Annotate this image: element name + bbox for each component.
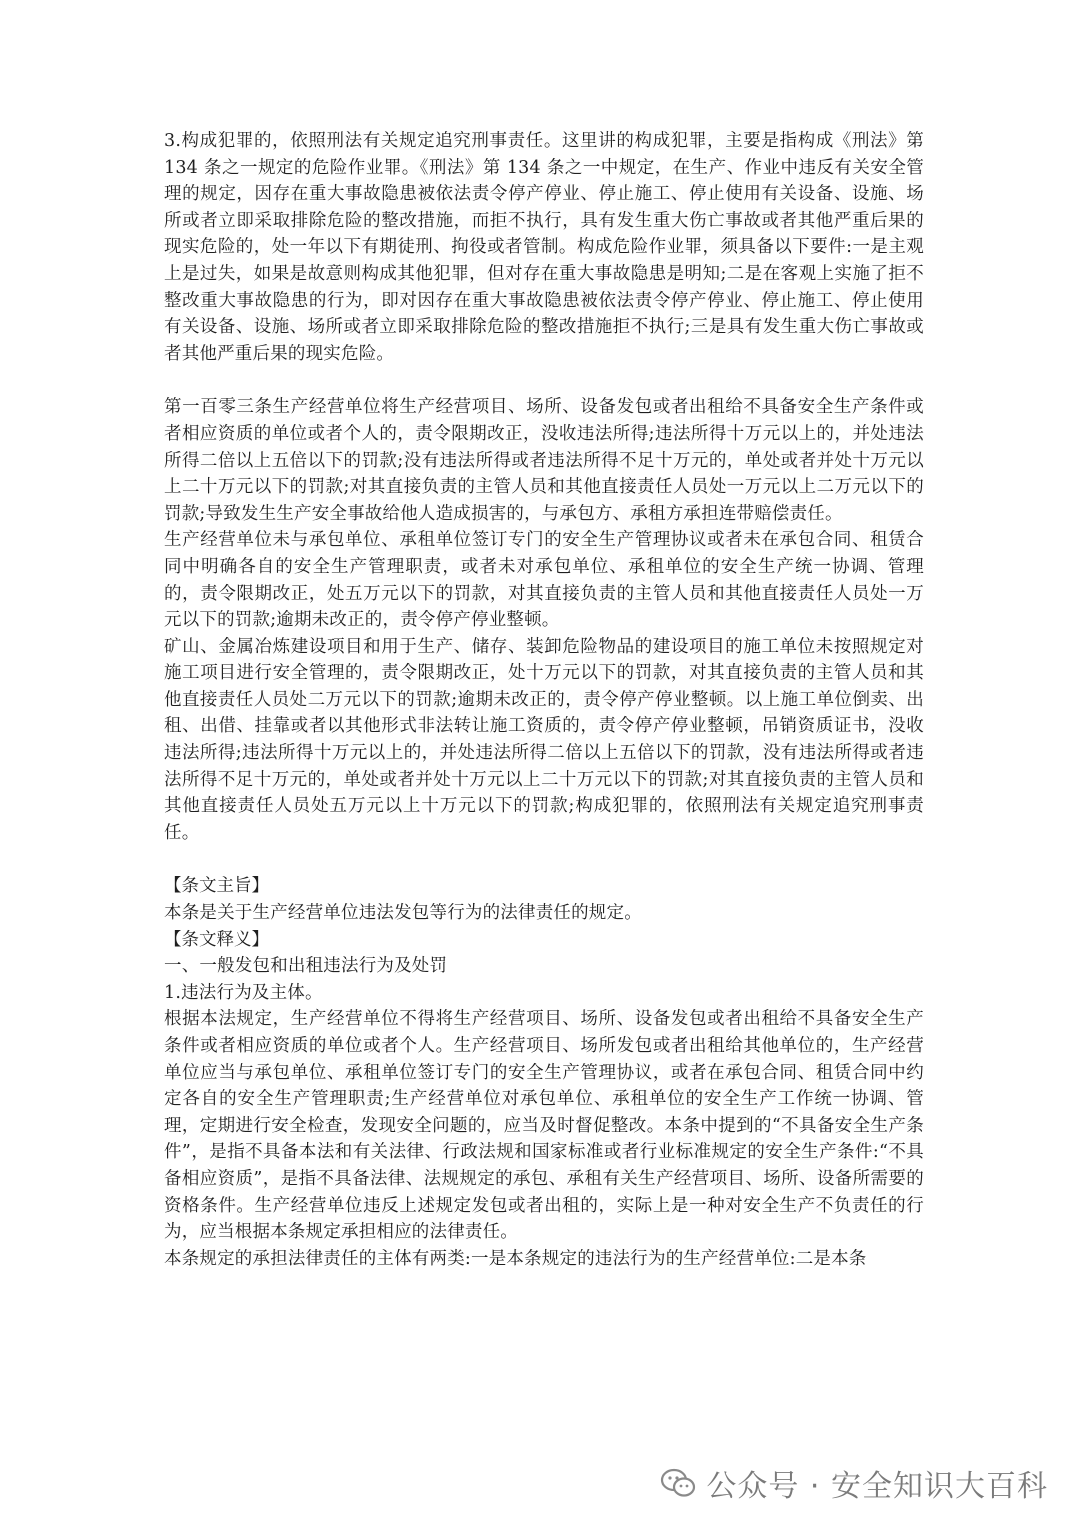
paragraph-gap	[164, 846, 924, 873]
paragraph-management-agreement: 生产经营单位未与承包单位、承租单位签订专门的安全生产管理协议或者未在承包合同、租赁合同中明确各自的安全生产管理职责，或者未对承包单位、承租单位的安全生产统一协调、管理的，责令限期改正，处五万元以下的罚款，对其直接负责的主管人员和其他直接责任人员处一万元以下的罚款;逾期未改正的，责令停产停业整顿。	[164, 530, 924, 631]
paragraph-purpose: 本条是关于生产经营单位违法发包等行为的法律责任的规定。	[164, 903, 642, 924]
paragraph-interpretation-body: 根据本法规定，生产经营单位不得将生产经营项目、场所、设备发包或者出租给不具备安全生产条件或者相应资质的单位或者个人。生产经营项目、场所发包或者出租给其他单位的，生产经营单位应当与承包单位、承租单位签订专门的安全生产管理协议，或者在承包合同、租赁合同中约定各自的安全生产管理职责;生产经营单位对承包单位、承租单位的安全生产工作统一协调、管理，定期进行安全检查，发现安全问题的，应当及时督促整改。本条中提到的“不具备安全生产条件”，是指不具备本法和有关法律、行政法规和国家标准或者行业标准规定的安全生产条件:“不具备相应资质”，是指不具备法律、法规规定的承包、承租有关生产经营项目、场所、设备所需要的资格条件。生产经营单位违反上述规定发包或者出租的，实际上是一种对安全生产不负责任的行为，应当根据本条规定承担相应的法律责任。	[164, 1009, 924, 1243]
watermark-text: 公众号 · 安全知识大百科	[706, 1469, 1048, 1504]
paragraph-gap	[164, 367, 924, 394]
heading-article-interpretation: 【条文释义】	[164, 929, 269, 950]
document-page	[164, 128, 924, 1272]
subheading-general-contracting: 一、一般发包和出租违法行为及处罚	[164, 956, 448, 977]
subheading-violations-subjects: 1.违法行为及主体。	[164, 982, 323, 1003]
heading-article-purpose: 【条文主旨】	[164, 876, 269, 897]
watermark	[660, 1461, 1048, 1505]
paragraph-construction-units: 矿山、金属冶炼建设项目和用于生产、储存、装卸危险物品的建设项目的施工单位未按照规定对施工项目进行安全管理的，责令限期改正，处十万元以下的罚款，对其直接负责的主管人员和其他直接责任人员处二万元以下的罚款;逾期未改正的，责令停产停业整顿。以上施工单位倒卖、出租、出借、挂靠或者以其他形式非法转让施工资质的，责令停产停业整顿，吊销资质证书，没收违法所得;违法所得十万元以上的，并处违法所得二倍以上五倍以下的罚款，没有违法所得或者违法所得不足十万元的，单处或者并处十万元以上二十万元以下的罚款;对其直接负责的主管人员和其他直接责任人员处五万元以上十万元以下的罚款;构成犯罪的，依照刑法有关规定追究刑事责任。	[164, 636, 924, 843]
paragraph-liability-subjects: 本条规定的承担法律责任的主体有两类:一是本条规定的违法行为的生产经营单位:二是本条	[164, 1248, 867, 1269]
paragraph-criminal-liability: 3.构成犯罪的，依照刑法有关规定追究刑事责任。这里讲的构成犯罪，主要是指构成《刑法》第 134 条之一规定的危险作业罪。《刑法》第 134 条之一中规定，在生产、作业中违反有关安全管理的规定，因存在重大事故隐患被依法责令停产停业、停止施工、停止使用有关设备、设施、场所或者立即采取排除危险的整改措施，而拒不执行，具有发生重大伤亡事故或者其他严重后果的现实危险的，处一年以下有期徒刑、拘役或者管制。构成危险作业罪，须具备以下要件:一是主观上是过失，如果是故意则构成其他犯罪，但对存在重大事故隐患是明知;二是在客观上实施了拒不整改重大事故隐患的行为，即对因存在重大事故隐患被依法责令停产停业、停止施工、停止使用有关设备、设施、场所或者立即采取排除危险的整改措施拒不执行;三是具有发生重大伤亡事故或者其他严重后果的现实危险。	[164, 131, 924, 364]
wechat-icon	[660, 1468, 696, 1498]
paragraph-article-103: 第一百零三条生产经营单位将生产经营项目、场所、设备发包或者出租给不具备安全生产条件或者相应资质的单位或者个人的，责令限期改正，没收违法所得;违法所得十万元以上的，并处违法所得二倍以上五倍以下的罚款;没有违法所得或者违法所得不足十万元的，单处或者并处十万元以上二十万元以下的罚款;对其直接负责的主管人员和其他直接责任人员处一万元以上二万元以下的罚款;导致发生生产安全事故给他人造成损害的，与承包方、承租方承担连带赔偿责任。	[164, 397, 924, 524]
